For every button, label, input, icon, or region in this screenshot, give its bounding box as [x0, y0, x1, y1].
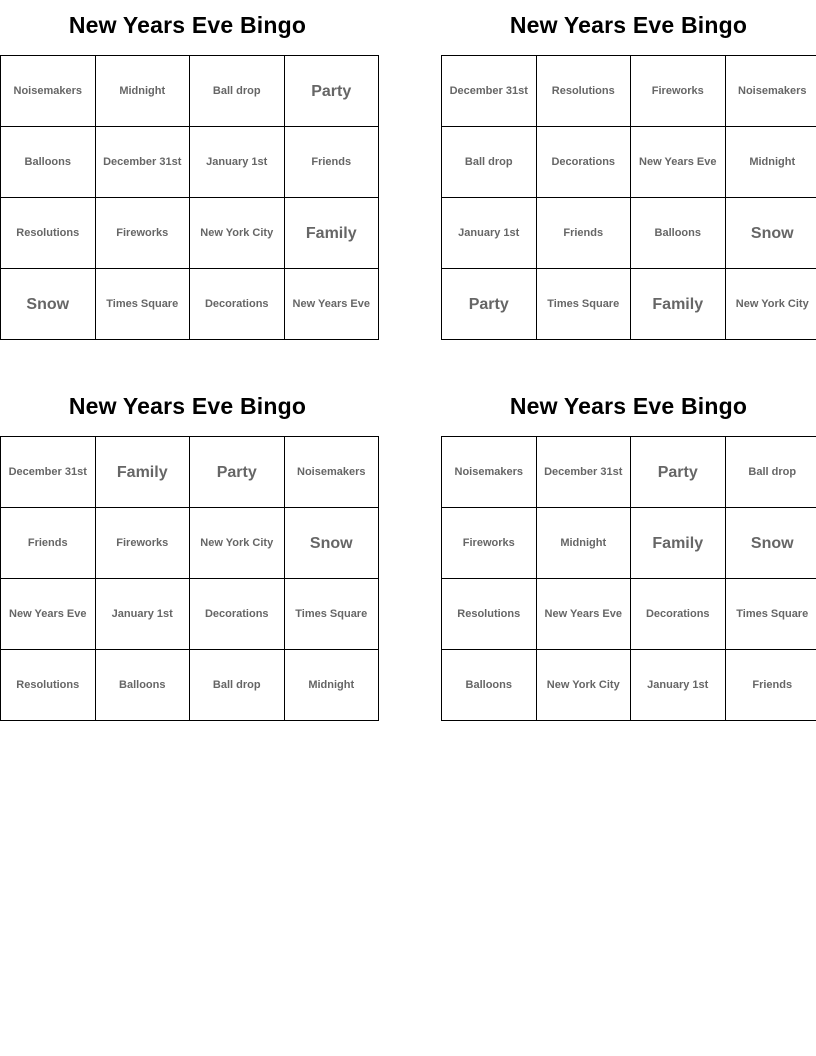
- cell-label: Decorations: [204, 297, 269, 310]
- bingo-grid: [0, 55, 379, 340]
- cell-label: Snow: [750, 534, 794, 552]
- cell-label: New York City: [546, 678, 620, 691]
- grid-row: [1, 198, 379, 269]
- grid-row: [442, 437, 816, 508]
- cell-label: Ball drop: [212, 678, 261, 691]
- bingo-cell: [536, 650, 631, 721]
- bingo-cell: [442, 579, 537, 650]
- cell-label: Noisemakers: [738, 84, 807, 97]
- bingo-cell: [284, 437, 379, 508]
- bingo-cell: [536, 508, 631, 579]
- bingo-cell: [442, 650, 537, 721]
- cell-label: Friends: [563, 226, 604, 239]
- bingo-cell: [190, 198, 285, 269]
- cell-label: Party: [311, 82, 352, 100]
- cell-label: Ball drop: [464, 155, 513, 168]
- grid-row: [1, 508, 379, 579]
- cell-label: Resolutions: [457, 607, 521, 620]
- cell-label: Family: [652, 534, 704, 552]
- cell-label: Friends: [752, 678, 793, 691]
- bingo-cell: [95, 56, 190, 127]
- bingo-cell: [442, 56, 537, 127]
- cell-label: Party: [468, 295, 509, 313]
- cell-label: January 1st: [206, 155, 268, 168]
- cell-label: Balloons: [119, 678, 166, 691]
- card-title: New Years Eve Bingo: [68, 12, 307, 38]
- bingo-cell: [536, 56, 631, 127]
- bingo-cell: [725, 269, 816, 340]
- bingo-cell: [95, 650, 190, 721]
- bingo-cell: [725, 650, 816, 721]
- cell-label: Family: [652, 295, 704, 313]
- card-title: New Years Eve Bingo: [509, 12, 748, 38]
- grid-row: [1, 127, 379, 198]
- grid-row: [442, 56, 816, 127]
- cell-label: Decorations: [551, 155, 616, 168]
- cell-label: Family: [305, 224, 357, 242]
- bingo-cell: [190, 508, 285, 579]
- bingo-cell: [95, 198, 190, 269]
- cell-label: New Years Eve: [9, 607, 87, 620]
- bingo-cell: [725, 579, 816, 650]
- grid-row: [442, 198, 816, 269]
- bingo-cell: [1, 650, 96, 721]
- bingo-cell: [725, 56, 816, 127]
- cell-label: Fireworks: [116, 536, 169, 549]
- bingo-cell: [725, 437, 816, 508]
- bingo-grid: [441, 436, 816, 721]
- cell-label: Noisemakers: [454, 465, 523, 478]
- cell-label: Friends: [311, 155, 352, 168]
- cell-label: Times Square: [736, 607, 809, 620]
- bingo-cell: [631, 127, 726, 198]
- cell-label: Balloons: [24, 155, 71, 168]
- grid-row: [442, 127, 816, 198]
- bingo-cell: [631, 56, 726, 127]
- cell-label: New York City: [200, 226, 274, 239]
- bingo-cell: [725, 508, 816, 579]
- grid-row: [442, 269, 816, 340]
- cell-label: December 31st: [103, 155, 182, 168]
- bingo-cell: [284, 508, 379, 579]
- bingo-cell: [1, 269, 96, 340]
- cell-label: Times Square: [547, 297, 620, 310]
- bingo-cell: [631, 579, 726, 650]
- cell-label: Ball drop: [748, 465, 797, 478]
- cell-label: Party: [657, 463, 698, 481]
- bingo-cell: [1, 127, 96, 198]
- bingo-cell: [725, 198, 816, 269]
- bingo-grid: [0, 436, 379, 721]
- cell-label: New Years Eve: [292, 297, 370, 310]
- grid-row: [1, 56, 379, 127]
- cell-label: Ball drop: [212, 84, 261, 97]
- cell-label: Snow: [309, 534, 353, 552]
- bingo-cell: [536, 127, 631, 198]
- cell-label: Decorations: [645, 607, 710, 620]
- cell-label: Noisemakers: [13, 84, 82, 97]
- cell-label: Snow: [750, 224, 794, 242]
- bingo-cell: [190, 579, 285, 650]
- bingo-cell: [442, 127, 537, 198]
- cell-label: January 1st: [111, 607, 173, 620]
- cell-label: Decorations: [204, 607, 269, 620]
- cell-label: Times Square: [295, 607, 368, 620]
- bingo-cell: [284, 198, 379, 269]
- bingo-cell: [536, 198, 631, 269]
- cell-label: New York City: [200, 536, 274, 549]
- cell-label: Friends: [27, 536, 68, 549]
- cell-label: Resolutions: [16, 678, 80, 691]
- bingo-cell: [631, 198, 726, 269]
- cell-label: Snow: [26, 295, 70, 313]
- bingo-cell: [442, 198, 537, 269]
- cell-label: Family: [116, 463, 168, 481]
- bingo-cell: [1, 508, 96, 579]
- grid-row: [1, 579, 379, 650]
- cell-label: Midnight: [560, 536, 607, 549]
- cell-label: January 1st: [458, 226, 520, 239]
- cell-label: Resolutions: [551, 84, 615, 97]
- cell-label: Resolutions: [16, 226, 80, 239]
- cell-label: Fireworks: [116, 226, 169, 239]
- cell-label: December 31st: [8, 465, 87, 478]
- bingo-cell: [190, 437, 285, 508]
- bingo-cell: [631, 437, 726, 508]
- bingo-cell: [536, 269, 631, 340]
- bingo-cell: [1, 579, 96, 650]
- bingo-cell: [95, 437, 190, 508]
- bingo-cell: [1, 56, 96, 127]
- cell-label: Party: [216, 463, 257, 481]
- card-title: New Years Eve Bingo: [68, 393, 307, 419]
- cell-label: Midnight: [749, 155, 796, 168]
- cell-label: December 31st: [449, 84, 528, 97]
- grid-row: [1, 269, 379, 340]
- cell-label: Balloons: [465, 678, 512, 691]
- bingo-cell: [95, 579, 190, 650]
- bingo-cell: [284, 579, 379, 650]
- cell-label: New Years Eve: [544, 607, 622, 620]
- bingo-cell: [442, 508, 537, 579]
- card-title: New Years Eve Bingo: [509, 393, 748, 419]
- bingo-cell: [284, 56, 379, 127]
- bingo-cell: [442, 437, 537, 508]
- cell-label: Balloons: [654, 226, 701, 239]
- cell-label: New Years Eve: [639, 155, 717, 168]
- cell-label: New York City: [735, 297, 809, 310]
- grid-row: [1, 437, 379, 508]
- bingo-cell: [631, 269, 726, 340]
- cell-label: Fireworks: [462, 536, 515, 549]
- cell-label: Noisemakers: [297, 465, 366, 478]
- bingo-cell: [190, 127, 285, 198]
- bingo-cell: [1, 437, 96, 508]
- bingo-cell: [190, 269, 285, 340]
- bingo-grid: [441, 55, 816, 340]
- bingo-cell: [95, 127, 190, 198]
- bingo-cell: [1, 198, 96, 269]
- bingo-cell: [284, 127, 379, 198]
- grid-row: [442, 508, 816, 579]
- grid-row: [442, 579, 816, 650]
- bingo-cell: [536, 579, 631, 650]
- cell-label: Midnight: [119, 84, 166, 97]
- bingo-cell: [284, 650, 379, 721]
- bingo-cell: [190, 56, 285, 127]
- cell-label: December 31st: [544, 465, 623, 478]
- bingo-cell: [442, 269, 537, 340]
- bingo-cell: [284, 269, 379, 340]
- bingo-cell: [725, 127, 816, 198]
- bingo-cell: [631, 650, 726, 721]
- bingo-cell: [536, 437, 631, 508]
- grid-row: [1, 650, 379, 721]
- grid-row: [442, 650, 816, 721]
- bingo-cell: [95, 269, 190, 340]
- bingo-cell: [631, 508, 726, 579]
- cell-label: Times Square: [106, 297, 179, 310]
- cell-label: Fireworks: [651, 84, 704, 97]
- bingo-cell: [190, 650, 285, 721]
- bingo-cell: [95, 508, 190, 579]
- cell-label: Midnight: [308, 678, 355, 691]
- cell-label: January 1st: [647, 678, 709, 691]
